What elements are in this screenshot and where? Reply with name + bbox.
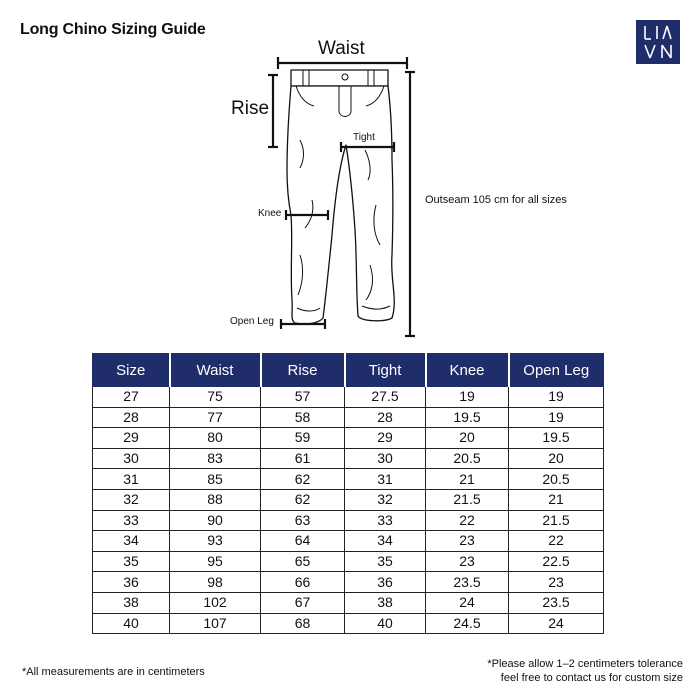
table-cell: 36 [345,572,426,593]
header-knee: Knee [426,354,509,387]
table-cell: 34 [93,531,170,552]
tolerance-note-line1: *Please allow 1–2 centimeters tolerance [487,658,683,670]
open-leg-label: Open Leg [230,316,274,327]
table-cell: 19 [509,387,604,408]
table-cell: 77 [170,407,261,428]
table-cell: 27 [93,387,170,408]
table-cell: 30 [345,448,426,469]
table-row [93,448,604,469]
table-cell: 24 [509,613,604,634]
table-cell: 22 [509,531,604,552]
table-cell: 19.5 [509,428,604,449]
table-cell: 27.5 [345,387,426,408]
page-title: Long Chino Sizing Guide [20,21,206,38]
table-cell: 32 [345,489,426,510]
waist-label: Waist [318,38,365,59]
table-cell: 57 [261,387,345,408]
table-cell: 19 [426,387,509,408]
table-row [93,613,604,634]
table-cell: 38 [93,592,170,613]
table-row [93,510,604,531]
table-cell: 22.5 [509,551,604,572]
rise-label: Rise [231,98,270,119]
table-cell: 20 [509,448,604,469]
table-cell: 33 [345,510,426,531]
table-row [93,551,604,572]
table-cell: 35 [93,551,170,572]
table-row [93,387,604,408]
table-cell: 20.5 [426,448,509,469]
table-cell: 59 [261,428,345,449]
table-cell: 20.5 [509,469,604,490]
table-cell: 85 [170,469,261,490]
header-open-leg: Open Leg [509,354,604,387]
tolerance-note [487,657,683,685]
knee-label: Knee [258,208,282,219]
size-table [92,353,604,634]
table-cell: 68 [261,613,345,634]
table-cell: 64 [261,531,345,552]
table-cell: 98 [170,572,261,593]
header-tight: Tight [345,354,426,387]
table-cell: 93 [170,531,261,552]
table-row [93,407,604,428]
table-cell: 23 [426,551,509,572]
table-cell: 21 [509,489,604,510]
table-cell: 75 [170,387,261,408]
table-cell: 32 [93,489,170,510]
table-cell: 95 [170,551,261,572]
outseam-label: Outseam 105 cm for all sizes [425,194,567,206]
header-rise: Rise [261,354,345,387]
table-cell: 66 [261,572,345,593]
measurement-note: *All measurements are in centimeters [22,666,205,678]
table-cell: 38 [345,592,426,613]
header-waist: Waist [170,354,261,387]
pants-outline [287,86,394,324]
table-cell: 63 [261,510,345,531]
table-cell: 36 [93,572,170,593]
table-cell: 35 [345,551,426,572]
table-cell: 80 [170,428,261,449]
table-cell: 30 [93,448,170,469]
table-header-row [93,354,604,387]
table-cell: 90 [170,510,261,531]
table-row [93,469,604,490]
tolerance-note-line2: feel free to contact us for custom size [500,672,683,684]
table-cell: 21.5 [426,489,509,510]
table-cell: 40 [345,613,426,634]
table-cell: 83 [170,448,261,469]
table-cell: 61 [261,448,345,469]
table-cell: 22 [426,510,509,531]
table-cell: 28 [345,407,426,428]
table-cell: 19 [509,407,604,428]
table-cell: 33 [93,510,170,531]
table-cell: 62 [261,489,345,510]
table-cell: 24 [426,592,509,613]
table-row [93,428,604,449]
table-cell: 107 [170,613,261,634]
table-cell: 23.5 [426,572,509,593]
table-cell: 62 [261,469,345,490]
table-cell: 34 [345,531,426,552]
table-cell: 21.5 [509,510,604,531]
header-size: Size [93,354,170,387]
table-row [93,531,604,552]
table-cell: 31 [93,469,170,490]
table-cell: 65 [261,551,345,572]
table-cell: 20 [426,428,509,449]
table-row [93,592,604,613]
table-cell: 58 [261,407,345,428]
table-row [93,489,604,510]
table-cell: 40 [93,613,170,634]
table-cell: 67 [261,592,345,613]
table-cell: 29 [93,428,170,449]
table-cell: 23 [509,572,604,593]
table-cell: 24.5 [426,613,509,634]
tight-label: Tight [353,132,375,143]
table-cell: 28 [93,407,170,428]
table-cell: 88 [170,489,261,510]
table-cell: 23.5 [509,592,604,613]
table-cell: 31 [345,469,426,490]
table-row [93,572,604,593]
table-cell: 19.5 [426,407,509,428]
table-cell: 29 [345,428,426,449]
table-cell: 102 [170,592,261,613]
table-cell: 21 [426,469,509,490]
table-cell: 23 [426,531,509,552]
